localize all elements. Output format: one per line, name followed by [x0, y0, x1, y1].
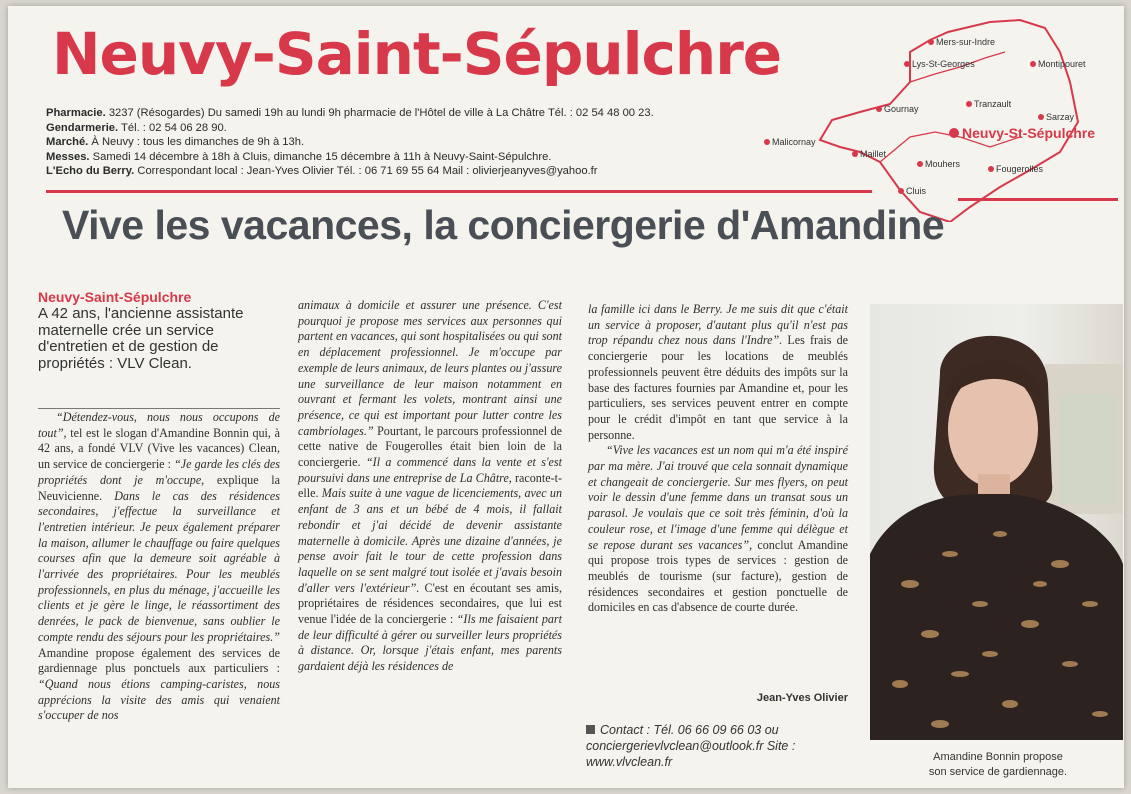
photo-caption — [908, 750, 1088, 780]
info-gendarmerie — [46, 121, 766, 136]
map-point-icon — [904, 61, 910, 67]
map-point-icon — [928, 39, 934, 45]
text: Les frais de conciergerie pour les locations de meublés professionnels peuvent être déduits des impôts sur la base des factures fournies par Amandine et, pour les particuliers, ses services peuvent entrer en compte pour le crédit d'impôt en tant que service à la personne. — [588, 333, 848, 442]
map-place-label: Neuvy-St-Sépulchre — [962, 125, 1096, 141]
map-labels — [764, 37, 1095, 196]
lead-separator — [38, 408, 280, 409]
info-messes — [46, 150, 766, 165]
article-column-2 — [298, 298, 562, 675]
info-text: Samedi 14 décembre à 18h à Cluis, dimanche 15 décembre à 11h à Neuvy-Saint-Sépulchre. — [92, 150, 552, 163]
quote: “Je garde les clés des propriétés dont je m'occupe, — [38, 457, 280, 487]
portrait-photo — [870, 304, 1123, 740]
column-3-text-a — [588, 302, 848, 443]
info-label: Pharmacie. — [46, 107, 106, 119]
map-point-icon — [898, 188, 904, 194]
practical-info — [46, 106, 766, 179]
map-point-icon — [1038, 114, 1044, 120]
info-label: L'Echo du Berry. — [46, 165, 135, 178]
article-column-3 — [588, 302, 848, 616]
map-place-label: Montipouret — [1038, 59, 1086, 69]
map-point-icon — [764, 139, 770, 145]
info-text: 3237 (Résogardes) Du samedi 19h au lundi 9h pharmacie de l'Hôtel de ville à La Châtre Tél. : 02 54 48 00 23. — [108, 107, 654, 119]
quote: animaux à domicile et assurer une présence. C'est pourquoi je propose mes services aux personnes qui partent en vacances, qui sont hospitalisées ou qui sont en déplacement professionnel. Je m'occupe par exemple de leurs animaux, de leurs plantes ou j'assure une surveillance de leur maison notamment en ouvrant et fermant les volets, montrant ainsi une présence, ce qui est important pour lutter contre les cambriolages.” — [298, 298, 562, 438]
map-point-icon — [917, 161, 923, 167]
map-place-label: Mers-sur-Indre — [936, 37, 996, 47]
quote: “Vive les vacances est un nom qui m'a été inspiré par ma mère. J'ai trouvé que cela sonnait dynamique et changeait de conciergerie. Sur mes flyers, on peut voir le dessin d'une femme dans un transat sous un parasol. Je voulais que ce soit très féminin, d'où la couleur rose, et l'image d'une femme qui délègue et se repose durant ses vacances”, — [588, 443, 848, 552]
map-place-label: Fougerolles — [996, 164, 1044, 174]
text: explique la Neuvicienne. — [38, 472, 281, 503]
caption-line-2: son service de gardiennage. — [928, 766, 1068, 778]
headline: Vive les vacances, la conciergerie d'Amandine — [62, 202, 945, 248]
quote: “Détendez-vous, nous nous occupons de tout”, — [38, 410, 280, 440]
quote: “Il a commencé dans la vente et s'est poursuivi dans une entreprise de La Châtre, — [298, 455, 562, 485]
map-outline — [820, 20, 1078, 222]
quote: la famille ici dans le Berry. Je me suis dit que c'était un service à proposer, d'autant plus qu'il n'est pas trop répandu chez nous dans l'Indre”. — [588, 302, 848, 348]
caption-line-1: Amandine Bonnin propose — [933, 751, 1063, 763]
byline: Jean-Yves Olivier — [756, 692, 848, 704]
quote: Dans le cas des résidences secondaires, j'effectue la surveillance et l'entretien intérieur. Je peux également préparer la maison, allumer le chauffage ou faire quelques courses afin que la demeure soit agréable à l'arrivée des propriétaires. Pour les meublés professionnels, en plus du ménage, j'accueille les clients et je gère le linge, le réassortiment des denrées, le pack de bienvenue, sans oublier le compte rendu des séjours pour les propriétaires.” — [38, 488, 280, 644]
lead-paragraph: A 42 ans, l'ancienne assistante maternelle crée un service d'entretien et de gestion de propriétés : VLV Clean. — [38, 305, 244, 372]
header-rule-left — [46, 190, 872, 193]
info-pharmacie — [46, 106, 766, 121]
text: Pourtant, le parcours professionnel de cette native de Fougerolles était bien loin de la conciergerie. — [298, 423, 562, 470]
newspaper-page — [8, 6, 1124, 788]
square-bullet-icon — [586, 725, 595, 734]
info-label: Gendarmerie. — [46, 121, 119, 134]
map-place-label: Tranzault — [974, 99, 1012, 109]
map-place-label: Cluis — [906, 186, 927, 196]
map-point-icon — [876, 106, 882, 112]
area-map — [760, 12, 1118, 222]
text: tel est le slogan d'Amandine Bonnin qui, à 42 ans, a fondé VLV (Vive les vacances) Clean, un service de conciergerie : — [38, 425, 280, 472]
quote: Mais suite à une vague de licenciements, avec un enfant de 3 ans et un bébé de 4 mois, il fallait rebondir et j'ai décidé de devenir assistante maternelle à domicile. Après une dizaine d'années, je pense avoir fait le tour de cette profession dans laquelle on se sent malgré tout isolée et j'avais besoin d'aller vers l'extérieur”. — [298, 486, 562, 595]
map-place-label: Maillet — [860, 149, 887, 159]
map-point-icon — [966, 101, 972, 107]
column-1-text — [38, 410, 280, 724]
map-place-label: Mouhers — [925, 159, 961, 169]
text: C'est en écoutant ses amis, propriétaires de résidences secondaires, que lui est venue l'idée de la conciergerie : — [298, 580, 562, 627]
column-2-text — [298, 298, 562, 675]
article-column-1 — [38, 410, 280, 724]
map-place-label: Sarzay — [1046, 112, 1075, 122]
info-echo — [46, 164, 766, 179]
text: conclut Amandine qui propose trois types de services : gestion de meublés de tourisme (sur facture), gestion de résidences secondaires et gestion ponctuelle de domiciles en cas d'absence de courte durée. — [588, 537, 848, 615]
map-place-label: Malicornay — [772, 137, 816, 147]
info-text: Correspondant local : Jean-Yves Olivier Tél. : 06 71 69 55 64 Mail : olivierjeanyves@yahoo.fr — [137, 165, 598, 178]
info-label: Messes. — [46, 150, 90, 163]
quote: “Ils me faisaient part de leur difficulté à gérer ou surveiller leurs propriétés à distance. Or, lorsque j'étais enfant, mes parents gardaient déjà les résidences de — [298, 612, 562, 674]
contact-box — [586, 722, 848, 770]
map-point-icon — [949, 128, 959, 138]
map-point-icon — [1030, 61, 1036, 67]
map-point-icon — [988, 166, 994, 172]
kicker: Neuvy-Saint-Sépulchre — [38, 289, 192, 305]
text: raconte-t-elle. — [298, 470, 562, 501]
info-text: Tél. : 02 54 06 28 90. — [121, 121, 227, 134]
column-3-text-b — [588, 443, 848, 616]
quote: “Quand nous étions camping-caristes, nous apprécions la visite des amis qui venaient s'occuper de nos — [38, 676, 280, 723]
info-label: Marché. — [46, 136, 89, 149]
town-title: Neuvy-Saint-Sépulchre — [52, 20, 782, 88]
info-text: À Neuvy : tous les dimanches de 9h à 13h. — [91, 136, 305, 149]
contact-text: Contact : Tél. 06 66 09 66 03 ou conciergerievlvclean@outlook.fr Site : www.vlvclean.fr — [586, 723, 796, 769]
text: Amandine propose également des services de gardiennage plus ponctuels aux particuliers : — [38, 645, 280, 676]
map-place-label: Gournay — [884, 104, 919, 114]
info-marche — [46, 135, 766, 150]
portrait-illustration — [870, 304, 1123, 740]
map-place-label: Lys-St-Georges — [912, 59, 975, 69]
map-point-icon — [852, 151, 858, 157]
